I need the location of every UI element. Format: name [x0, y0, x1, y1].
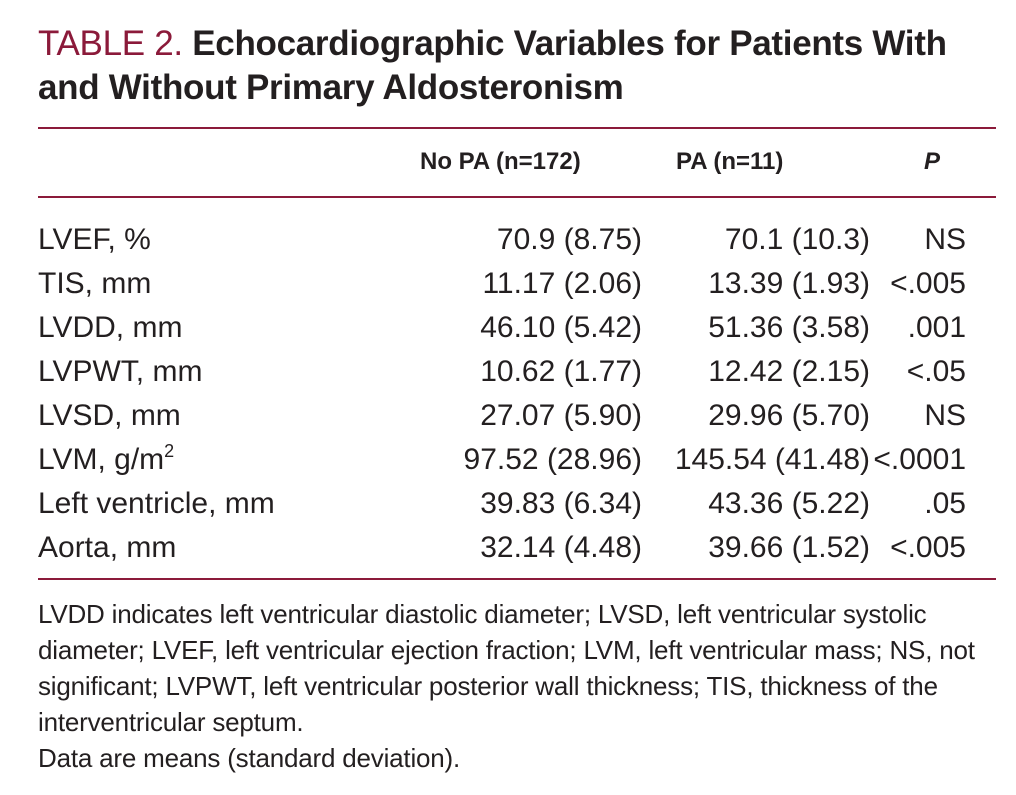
table-row [38, 350, 996, 394]
pa-cell: 29.96 (5.70) [708, 399, 870, 432]
table-footnotes [38, 596, 1000, 776]
abbreviations-note: LVDD indicates left ventricular diastolic diameter; LVSD, left ventricular systolic diameter; LVEF, left ventricular ejection fraction; LVM, left ventricular mass; NS, not significant; LVPWT, left ventricular posterior wall thickness; TIS, thickness of the interventricular septum. [38, 599, 975, 737]
p-value-cell: <.005 [890, 267, 966, 300]
variable-cell: Aorta, mm [38, 531, 177, 564]
no-pa-cell: 10.62 (1.77) [480, 355, 642, 388]
no-pa-cell: 32.14 (4.48) [480, 531, 642, 564]
p-value-cell: <.05 [906, 355, 966, 388]
table-row [38, 438, 996, 482]
table-row [38, 306, 996, 350]
table-row [38, 394, 996, 438]
p-value-cell: .05 [924, 487, 966, 520]
pa-cell: 13.39 (1.93) [708, 267, 870, 300]
p-value-cell: <.005 [890, 531, 966, 564]
header-rule [38, 196, 996, 198]
pa-cell: 51.36 (3.58) [708, 311, 870, 344]
variable-cell: LVM, $g/m^2$ [38, 441, 175, 476]
column-header-pa: PA (n=11) [676, 148, 784, 175]
variable-cell: LVPWT, mm [38, 355, 203, 388]
column-header-no-pa: No PA (n=172) [420, 148, 581, 175]
pa-cell: 43.36 (5.22) [708, 487, 870, 520]
table-title [38, 22, 998, 110]
variable-cell: LVEF, % [38, 223, 151, 256]
p-value-cell: <.0001 [873, 443, 966, 476]
top-rule [38, 127, 996, 129]
table-row [38, 262, 996, 306]
no-pa-cell: 46.10 (5.42) [480, 311, 642, 344]
table-row [38, 526, 996, 570]
table-caption: Echocardiographic Variables for Patients With and Without Primary Aldosteronism [38, 24, 947, 107]
variable-cell: LVSD, mm [38, 399, 181, 432]
pa-cell: 70.1 (10.3) [724, 223, 870, 256]
pa-cell: 39.66 (1.52) [708, 531, 870, 564]
table-row [38, 482, 996, 526]
variable-cell: TIS, mm [38, 267, 152, 300]
no-pa-cell: 27.07 (5.90) [480, 399, 642, 432]
table-body [38, 218, 996, 570]
column-header-p: P [924, 148, 941, 175]
no-pa-cell: 70.9 (8.75) [496, 223, 642, 256]
p-value-cell: .001 [907, 311, 966, 344]
variable-cell: LVDD, mm [38, 311, 183, 344]
pa-cell: 12.42 (2.15) [708, 355, 870, 388]
no-pa-cell: 11.17 (2.06) [482, 267, 642, 300]
pa-cell: 145.54 (41.48) [674, 443, 870, 476]
table-number: TABLE 2. [38, 24, 183, 63]
variable-cell: Left ventricle, mm [38, 487, 275, 520]
bottom-rule [38, 578, 996, 580]
no-pa-cell: 39.83 (6.34) [480, 487, 642, 520]
table-row [38, 218, 996, 262]
p-value-cell: NS [924, 399, 966, 432]
no-pa-cell: 97.52 (28.96) [463, 443, 642, 476]
p-value-cell: NS [924, 223, 966, 256]
data-format-note: Data are means (standard deviation). [38, 743, 461, 773]
